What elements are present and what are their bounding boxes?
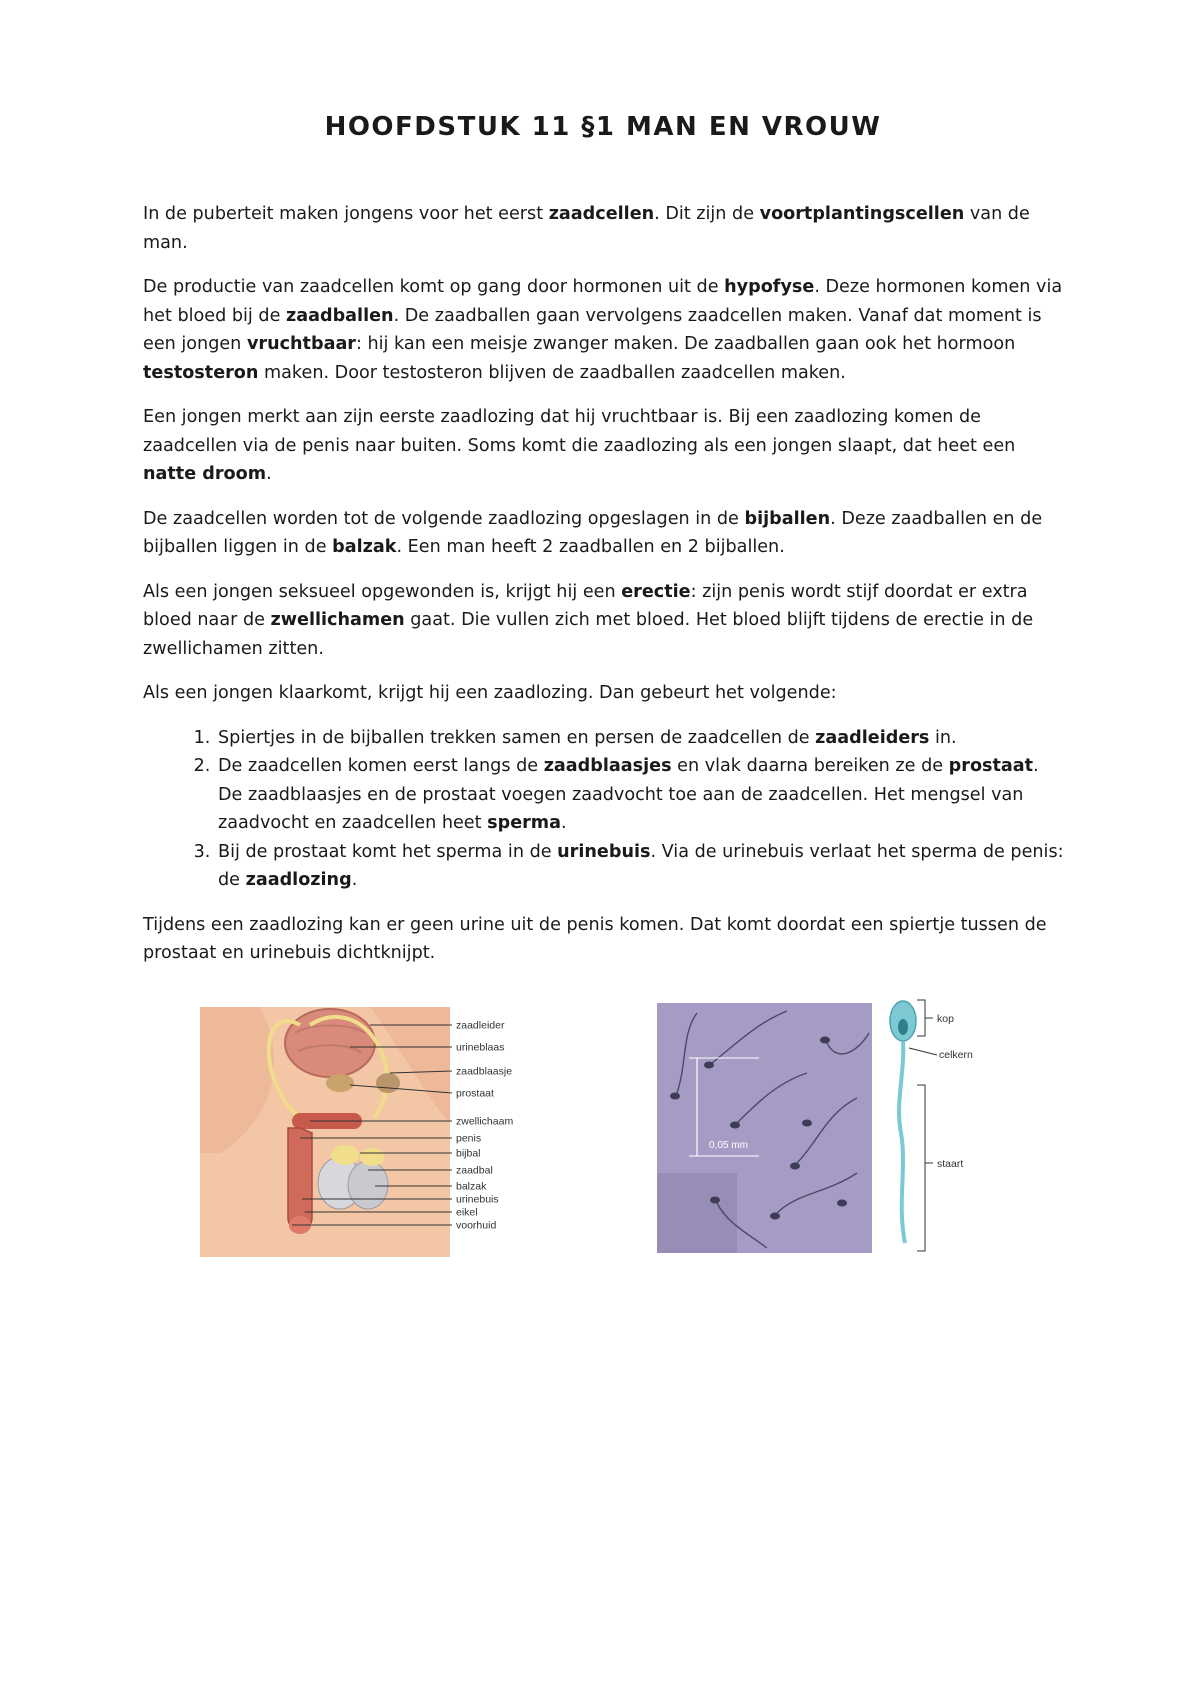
body-text: [143, 200, 1068, 984]
anatomy-label-urineblaas: urineblaas: [456, 1041, 505, 1054]
anatomy-label-zaadblaasje: zaadblaasje: [456, 1065, 513, 1078]
anatomy-figure: [200, 1003, 525, 1258]
scale-label: 0,05 mm: [709, 1140, 748, 1151]
label-kop: kop: [937, 1013, 954, 1025]
paragraph-6: Als een jongen klaarkomt, krijgt hij een zaadlozing. Dan gebeurt het volgende:: [143, 683, 837, 703]
anatomy-label-voorhuid: voorhuid: [456, 1219, 497, 1232]
anatomy-label-zaadleider: zaadleider: [456, 1019, 505, 1032]
list-item: 3. Bij de prostaat komt het sperma in de urinebuis. Via de urinebuis verlaat het sperma de penis: de zaadlozing.: [216, 838, 1068, 895]
sperm-tail: [899, 1041, 905, 1243]
anatomy-label-zaadbal: zaadbal: [456, 1164, 493, 1177]
anatomy-label-bijbal: bijbal: [456, 1147, 481, 1160]
sperm-cell-diagram: [875, 993, 985, 1258]
paragraph-4: De zaadcellen worden tot de volgende zaadlozing opgeslagen in de bijballen. Deze zaadballen en de bijballen liggen in de balzak. Een man heeft 2 zaadballen en 2 bijballen.: [143, 508, 1043, 557]
anatomy-label-penis: penis: [456, 1132, 482, 1145]
paragraph-2: De productie van zaadcellen komt op gang door hormonen uit de hypofyse. Deze hormonen komen via het bloed bij de zaadballen. De zaadballen gaan vervolgens zaadcellen maken. Vanaf dat moment is een jongen vruchtbaar: hij kan een meisje zwanger maken. De zaadballen gaan ook het hormoon testosteron maken. Door testosteron blijven de zaadballen zaadcellen maken.: [143, 277, 1063, 383]
penis-shape: [288, 1128, 312, 1229]
anatomy-label-zwellichaam: zwellichaam: [456, 1115, 514, 1128]
paragraph-7: Tijdens een zaadlozing kan er geen urine uit de penis komen. Dat komt doordat een spiertje tussen de prostaat en urinebuis dichtknijpt.: [143, 914, 1047, 963]
anatomy-label-urinebuis: urinebuis: [456, 1193, 499, 1206]
anatomy-label-prostaat: prostaat: [456, 1087, 494, 1100]
numbered-list: [143, 724, 1068, 895]
microscope-image: [657, 1003, 872, 1253]
list-item: 1. Spiertjes in de bijballen trekken samen en persen de zaadcellen de zaadleiders in.: [216, 724, 1068, 753]
page-title: HOOFDSTUK 11 §1 MAN EN VROUW: [324, 112, 882, 142]
paragraph-3: Een jongen merkt aan zijn eerste zaadlozing dat hij vruchtbaar is. Bij een zaadlozing komen de zaadcellen via de penis naar buiten. Soms komt die zaadlozing als een jongen slaapt, dat heet een natte droom.: [143, 407, 1016, 484]
list-item: 2. De zaadcellen komen eerst langs de zaadblaasjes en vlak daarna bereiken ze de prostaat. De zaadblaasjes en de prostaat voegen zaadvocht toe aan de zaadcellen. Het mengsel van zaadvocht en zaadcellen heet sperma.: [216, 752, 1068, 838]
paragraph-1: In de puberteit maken jongens voor het eerst zaadcellen. Dit zijn de voortplantingscellen van de man.: [143, 204, 1030, 253]
paragraph-5: Als een jongen seksueel opgewonden is, krijgt hij een erectie: zijn penis wordt stijf doordat er extra bloed naar de zwellichamen gaat. Die vullen zich met bloed. Het bloed blijft tijdens de erectie in de zwellichamen zitten.: [143, 581, 1034, 659]
label-celkern: celkern: [939, 1049, 973, 1061]
anatomy-label-balzak: balzak: [456, 1180, 487, 1193]
label-staart: staart: [937, 1158, 964, 1170]
anatomy-label-eikel: eikel: [456, 1206, 478, 1219]
